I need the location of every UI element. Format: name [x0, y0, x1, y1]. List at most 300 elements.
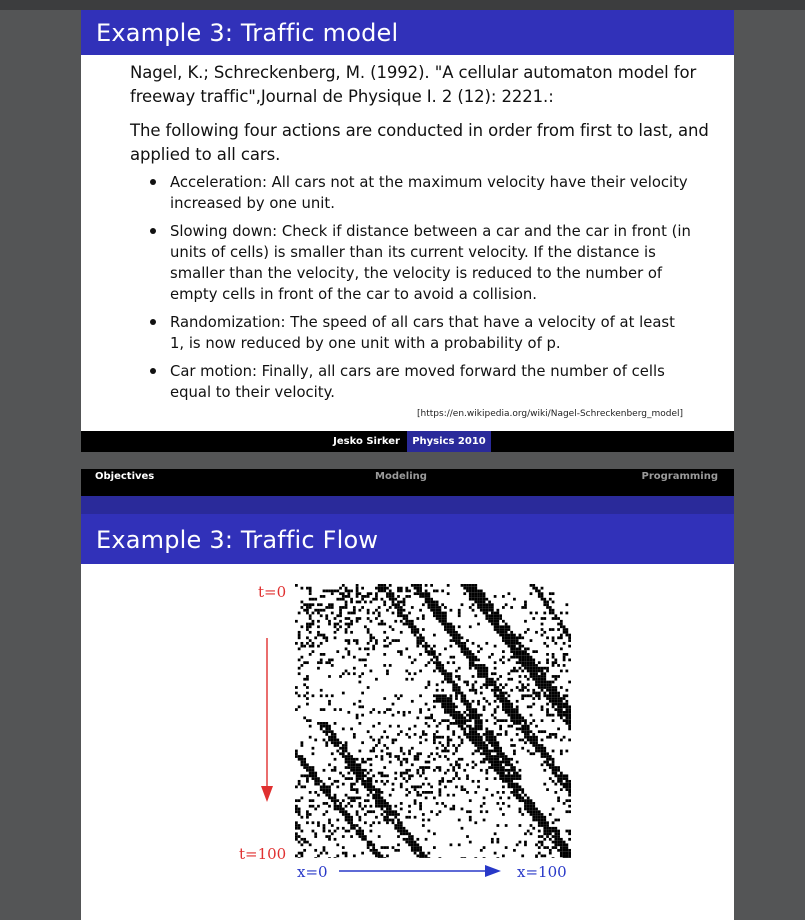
- car-cell: [427, 725, 430, 728]
- car-cell: [455, 763, 458, 766]
- car-cell: [546, 830, 549, 833]
- car-cell: [372, 647, 375, 650]
- car-cell: [381, 758, 384, 761]
- car-cell: [535, 744, 538, 747]
- car-cell: [301, 625, 304, 628]
- car-cell: [519, 650, 522, 653]
- car-cell: [458, 625, 461, 628]
- car-cell: [568, 785, 571, 788]
- car-cell: [535, 667, 538, 670]
- car-cell: [499, 769, 502, 772]
- car-cell: [560, 703, 563, 706]
- car-cell: [565, 670, 568, 673]
- car-cell: [563, 849, 566, 852]
- car-cell: [356, 595, 359, 598]
- car-cell: [336, 854, 339, 857]
- car-cell: [563, 711, 566, 714]
- car-cell: [519, 659, 522, 662]
- car-cell: [499, 692, 502, 695]
- car-cell: [317, 603, 320, 606]
- car-cell: [347, 772, 350, 775]
- nav-item-objectives[interactable]: Objectives: [95, 471, 155, 482]
- car-cell: [532, 813, 535, 816]
- car-cell: [458, 766, 461, 769]
- car-cell: [549, 609, 552, 612]
- car-cell: [469, 733, 472, 736]
- car-cell: [378, 739, 381, 742]
- car-cell: [469, 667, 472, 670]
- car-cell: [342, 595, 345, 598]
- car-cell: [414, 634, 417, 637]
- car-cell: [552, 846, 555, 849]
- car-cell: [535, 854, 538, 857]
- car-cell: [345, 805, 348, 808]
- car-cell: [405, 838, 408, 841]
- car-cell: [535, 810, 538, 813]
- car-cell: [375, 592, 378, 595]
- car-cell: [334, 769, 337, 772]
- car-cell: [419, 802, 422, 805]
- car-cell: [554, 617, 557, 620]
- car-cell: [496, 772, 499, 775]
- car-cell: [450, 714, 453, 717]
- car-cell: [301, 587, 304, 590]
- car-cell: [472, 587, 475, 590]
- car-cell: [436, 601, 439, 604]
- car-cell: [491, 838, 494, 841]
- car-cell: [452, 794, 455, 797]
- car-cell: [400, 609, 403, 612]
- car-cell: [458, 763, 461, 766]
- car-cell: [560, 623, 563, 626]
- car-cell: [301, 852, 304, 855]
- car-cell: [295, 692, 298, 695]
- car-cell: [488, 752, 491, 755]
- car-cell: [458, 642, 461, 645]
- car-cell: [298, 835, 301, 838]
- car-cell: [320, 728, 323, 731]
- car-cell: [312, 799, 315, 802]
- car-cell: [389, 595, 392, 598]
- car-cell: [510, 785, 513, 788]
- car-cell: [356, 772, 359, 775]
- car-cell: [455, 686, 458, 689]
- car-cell: [403, 623, 406, 626]
- car-cell: [450, 703, 453, 706]
- car-cell: [472, 730, 475, 733]
- car-cell: [419, 774, 422, 777]
- car-cell: [477, 716, 480, 719]
- car-cell: [441, 603, 444, 606]
- car-cell: [463, 681, 466, 684]
- car-cell: [557, 694, 560, 697]
- car-cell: [452, 752, 455, 755]
- car-cell: [381, 623, 384, 626]
- car-cell: [483, 846, 486, 849]
- nav-item-programming[interactable]: Programming: [641, 471, 718, 482]
- car-cell: [386, 819, 389, 822]
- car-cell: [565, 799, 568, 802]
- car-cell: [375, 816, 378, 819]
- car-cell: [323, 827, 326, 830]
- car-cell: [474, 730, 477, 733]
- car-cell: [516, 733, 519, 736]
- car-cell: [485, 733, 488, 736]
- car-cell: [491, 741, 494, 744]
- car-cell: [364, 780, 367, 783]
- car-cell: [483, 664, 486, 667]
- car-cell: [378, 623, 381, 626]
- car-cell: [427, 783, 430, 786]
- car-cell: [433, 634, 436, 637]
- car-cell: [455, 692, 458, 695]
- car-cell: [505, 697, 508, 700]
- car-cell: [472, 590, 475, 593]
- car-cell: [524, 728, 527, 731]
- car-cell: [532, 736, 535, 739]
- car-cell: [541, 816, 544, 819]
- car-cell: [375, 617, 378, 620]
- car-cell: [485, 739, 488, 742]
- car-cell: [516, 647, 519, 650]
- car-cell: [298, 631, 301, 634]
- car-cell: [320, 659, 323, 662]
- car-cell: [538, 841, 541, 844]
- car-cell: [364, 835, 367, 838]
- car-cell: [538, 810, 541, 813]
- car-cell: [568, 830, 571, 833]
- car-cell: [342, 584, 345, 587]
- car-cell: [317, 777, 320, 780]
- car-cell: [466, 647, 469, 650]
- car-cell: [372, 821, 375, 824]
- car-cell: [541, 683, 544, 686]
- car-cell: [527, 694, 530, 697]
- car-cell: [560, 700, 563, 703]
- car-cell: [508, 769, 511, 772]
- car-cell: [444, 694, 447, 697]
- car-cell: [530, 714, 533, 717]
- car-cell: [502, 639, 505, 642]
- car-cell: [370, 636, 373, 639]
- car-cell: [541, 819, 544, 822]
- car-cell: [474, 584, 477, 587]
- car-cell: [370, 769, 373, 772]
- car-cell: [433, 653, 436, 656]
- car-cell: [513, 639, 516, 642]
- car-cell: [535, 747, 538, 750]
- car-cell: [474, 667, 477, 670]
- car-cell: [541, 750, 544, 753]
- car-cell: [513, 794, 516, 797]
- car-cell: [356, 639, 359, 642]
- car-cell: [496, 755, 499, 758]
- car-cell: [356, 620, 359, 623]
- car-cell: [347, 612, 350, 615]
- car-cell: [466, 714, 469, 717]
- car-cell: [375, 794, 378, 797]
- car-cell: [480, 590, 483, 593]
- car-cell: [480, 769, 483, 772]
- car-cell: [491, 730, 494, 733]
- car-cell: [543, 824, 546, 827]
- car-cell: [441, 620, 444, 623]
- car-cell: [295, 832, 298, 835]
- car-cell: [560, 783, 563, 786]
- car-cell: [301, 838, 304, 841]
- car-cell: [350, 766, 353, 769]
- car-cell: [450, 639, 453, 642]
- car-cell: [499, 728, 502, 731]
- car-cell: [397, 609, 400, 612]
- slide-title-bar: [81, 10, 734, 55]
- car-cell: [524, 647, 527, 650]
- car-cell: [389, 708, 392, 711]
- car-cell: [328, 603, 331, 606]
- source-link[interactable]: [https://en.wikipedia.org/wiki/Nagel-Schreckenberg_model]: [417, 409, 683, 419]
- car-cell: [295, 810, 298, 813]
- car-cell: [375, 799, 378, 802]
- car-cell: [502, 755, 505, 758]
- car-cell: [466, 705, 469, 708]
- car-cell: [347, 802, 350, 805]
- car-cell: [499, 634, 502, 637]
- car-cell: [317, 620, 320, 623]
- car-cell: [524, 659, 527, 662]
- car-cell: [541, 681, 544, 684]
- car-cell: [372, 747, 375, 750]
- car-cell: [336, 739, 339, 742]
- car-cell: [447, 661, 450, 664]
- car-cell: [549, 755, 552, 758]
- car-cell: [427, 601, 430, 604]
- car-cell: [530, 656, 533, 659]
- car-cell: [350, 620, 353, 623]
- car-cell: [430, 791, 433, 794]
- car-cell: [516, 650, 519, 653]
- car-cell: [334, 780, 337, 783]
- car-cell: [510, 606, 513, 609]
- car-cell: [461, 739, 464, 742]
- car-cell: [347, 672, 350, 675]
- car-cell: [496, 841, 499, 844]
- car-cell: [411, 785, 414, 788]
- car-cell: [334, 733, 337, 736]
- car-cell: [314, 791, 317, 794]
- car-cell: [496, 612, 499, 615]
- car-cell: [452, 656, 455, 659]
- car-cell: [361, 659, 364, 662]
- car-cell: [433, 705, 436, 708]
- car-cell: [353, 606, 356, 609]
- car-cell: [516, 794, 519, 797]
- car-cell: [328, 777, 331, 780]
- car-cell: [532, 689, 535, 692]
- car-cell: [339, 675, 342, 678]
- car-cell: [513, 656, 516, 659]
- car-cell: [425, 601, 428, 604]
- car-cell: [483, 675, 486, 678]
- car-cell: [303, 609, 306, 612]
- car-cell: [367, 846, 370, 849]
- car-cell: [436, 736, 439, 739]
- nav-item-modeling[interactable]: Modeling: [375, 471, 427, 482]
- car-cell: [389, 755, 392, 758]
- car-cell: [494, 625, 497, 628]
- car-cell: [466, 700, 469, 703]
- car-cell: [334, 741, 337, 744]
- car-cell: [513, 777, 516, 780]
- car-cell: [430, 606, 433, 609]
- car-cell: [474, 656, 477, 659]
- car-cell: [455, 785, 458, 788]
- car-cell: [480, 606, 483, 609]
- car-cell: [480, 722, 483, 725]
- car-cell: [378, 612, 381, 615]
- car-cell: [477, 733, 480, 736]
- car-cell: [505, 780, 508, 783]
- car-cell: [461, 694, 464, 697]
- car-cell: [552, 681, 555, 684]
- car-cell: [538, 667, 541, 670]
- car-cell: [560, 777, 563, 780]
- car-cell: [314, 835, 317, 838]
- car-cell: [381, 854, 384, 857]
- car-cell: [325, 730, 328, 733]
- car-cell: [358, 766, 361, 769]
- car-cell: [560, 612, 563, 615]
- car-cell: [543, 832, 546, 835]
- car-cell: [541, 686, 544, 689]
- car-cell: [483, 741, 486, 744]
- car-cell: [516, 636, 519, 639]
- car-cell: [328, 728, 331, 731]
- car-cell: [513, 708, 516, 711]
- car-cell: [298, 810, 301, 813]
- car-cell: [378, 821, 381, 824]
- car-cell: [414, 587, 417, 590]
- car-cell: [309, 805, 312, 808]
- car-cell: [328, 739, 331, 742]
- car-cell: [455, 774, 458, 777]
- car-cell: [488, 601, 491, 604]
- car-cell: [450, 672, 453, 675]
- car-cell: [543, 750, 546, 753]
- car-cell: [450, 705, 453, 708]
- car-cell: [455, 634, 458, 637]
- car-cell: [499, 808, 502, 811]
- car-cell: [469, 730, 472, 733]
- car-cell: [358, 722, 361, 725]
- car-cell: [295, 835, 298, 838]
- car-cell: [358, 617, 361, 620]
- car-cell: [306, 642, 309, 645]
- car-cell: [323, 708, 326, 711]
- car-cell: [403, 614, 406, 617]
- car-cell: [485, 744, 488, 747]
- car-cell: [530, 592, 533, 595]
- car-cell: [422, 628, 425, 631]
- car-cell: [425, 650, 428, 653]
- car-cell: [325, 852, 328, 855]
- car-cell: [560, 841, 563, 844]
- car-cell: [334, 625, 337, 628]
- car-cell: [436, 617, 439, 620]
- car-cell: [378, 802, 381, 805]
- car-cell: [312, 830, 315, 833]
- car-cell: [532, 584, 535, 587]
- car-cell: [535, 750, 538, 753]
- car-cell: [447, 625, 450, 628]
- car-cell: [314, 739, 317, 742]
- car-cell: [563, 625, 566, 628]
- car-cell: [560, 686, 563, 689]
- car-cell: [452, 805, 455, 808]
- car-cell: [563, 628, 566, 631]
- car-cell: [381, 808, 384, 811]
- car-cell: [430, 650, 433, 653]
- car-cell: [361, 587, 364, 590]
- car-cell: [323, 788, 326, 791]
- car-cell: [452, 716, 455, 719]
- car-cell: [458, 634, 461, 637]
- car-cell: [403, 601, 406, 604]
- car-cell: [361, 606, 364, 609]
- car-cell: [552, 664, 555, 667]
- car-cell: [336, 614, 339, 617]
- car-cell: [488, 603, 491, 606]
- car-cell: [485, 614, 488, 617]
- car-cell: [306, 612, 309, 615]
- car-cell: [447, 750, 450, 753]
- car-cell: [494, 700, 497, 703]
- car-cell: [565, 703, 568, 706]
- car-cell: [452, 722, 455, 725]
- car-cell: [414, 849, 417, 852]
- car-cell: [306, 628, 309, 631]
- car-cell: [370, 670, 373, 673]
- car-cell: [469, 714, 472, 717]
- car-cell: [568, 852, 571, 855]
- car-cell: [328, 675, 331, 678]
- car-cell: [331, 612, 334, 615]
- car-cell: [483, 705, 486, 708]
- car-cell: [295, 799, 298, 802]
- car-cell: [419, 708, 422, 711]
- car-cell: [474, 590, 477, 593]
- car-cell: [298, 827, 301, 830]
- car-cell: [568, 794, 571, 797]
- car-cell: [306, 774, 309, 777]
- car-cell: [532, 678, 535, 681]
- car-cell: [427, 606, 430, 609]
- car-cell: [378, 799, 381, 802]
- car-cell: [350, 805, 353, 808]
- car-cell: [530, 810, 533, 813]
- car-cell: [455, 750, 458, 753]
- car-cell: [383, 799, 386, 802]
- car-cell: [345, 606, 348, 609]
- car-cell: [298, 672, 301, 675]
- car-cell: [508, 725, 511, 728]
- car-cell: [494, 694, 497, 697]
- car-cell: [441, 612, 444, 615]
- car-cell: [386, 747, 389, 750]
- car-cell: [491, 755, 494, 758]
- car-cell: [543, 747, 546, 750]
- car-cell: [436, 697, 439, 700]
- car-cell: [342, 813, 345, 816]
